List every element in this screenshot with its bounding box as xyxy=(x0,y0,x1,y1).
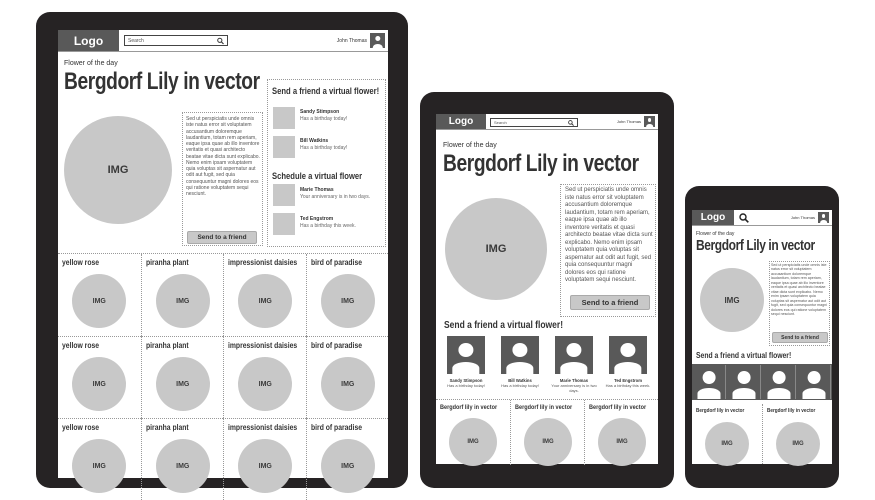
flower-card[interactable] xyxy=(692,404,762,464)
friend-name: Bill Watkins xyxy=(300,138,329,144)
friend-message: Has a birthday today! xyxy=(447,383,485,388)
send-virtual-heading: Send a friend a virtual flower! xyxy=(444,320,564,331)
flower-grid xyxy=(58,253,388,478)
flower-name: yellow rose xyxy=(62,423,100,432)
search-icon[interactable] xyxy=(739,213,749,223)
friend-message: Has a birthday this week. xyxy=(300,223,356,229)
flower-of-day-label: Flower of the day xyxy=(696,231,735,237)
friend-row xyxy=(692,364,832,400)
user-name: John Thomas xyxy=(336,37,367,44)
flower-row xyxy=(436,399,658,464)
phone-header xyxy=(692,210,832,226)
page-title: Bergdorf Lily in vector xyxy=(64,68,260,95)
tablet-device xyxy=(36,12,408,488)
tablet-screen xyxy=(58,30,388,478)
friend-thumb[interactable] xyxy=(273,213,295,235)
friend-card[interactable] xyxy=(548,336,600,396)
medium-header xyxy=(436,114,658,130)
friend-message: Has a birthday today! xyxy=(501,383,539,388)
search-icon[interactable] xyxy=(217,37,224,44)
phone-logo[interactable]: Logo xyxy=(692,210,734,225)
flower-card[interactable] xyxy=(58,336,141,418)
friend-card[interactable] xyxy=(440,336,492,396)
friend-message: Has a birthday today! xyxy=(300,116,348,122)
page-title: Bergdorf Lily in vector xyxy=(443,150,639,177)
friend-thumb[interactable] xyxy=(273,184,295,206)
schedule-heading: Schedule a virtual flower xyxy=(272,171,363,181)
friend-message: Your anniversary is in two days. xyxy=(300,194,371,200)
flower-name: piranha plant xyxy=(145,341,189,350)
tablet-search-input[interactable] xyxy=(124,35,228,46)
user-name: John Thomas xyxy=(616,119,641,124)
flower-image: IMG xyxy=(238,357,292,411)
friend-avatar-icon[interactable] xyxy=(763,365,796,399)
flower-image: IMG xyxy=(598,418,646,466)
flower-image: IMG xyxy=(156,274,210,328)
feature-image: IMG xyxy=(64,116,172,224)
friend-avatar-icon[interactable] xyxy=(728,365,761,399)
description-text: Sed ut perspiciatis unde omnis iste natus error sit voluptatem accusantium doloremque laudantium, totam rem aperiam, eaque ipsa quae ab illo inventore veritatis et quasi architecto beatae vitae dicta sunt explicabo. Nemo enim ipsam voluptatem quia voluptas sit aspernatur aut odit aut fugit, sed quia consequuntur magni dolores eos qui ratione voluptatem sequi nesciunt. xyxy=(565,187,653,283)
medium-tablet-screen xyxy=(436,114,658,464)
flower-card[interactable] xyxy=(306,254,389,336)
friend-name: Sandy Stimpson xyxy=(300,109,340,115)
flower-card[interactable] xyxy=(141,336,224,418)
phone-user[interactable] xyxy=(791,212,829,223)
medium-user[interactable] xyxy=(617,116,655,127)
send-virtual-heading: Send a friend a virtual flower! xyxy=(272,86,380,96)
flower-of-day-label: Flower of the day xyxy=(64,60,118,67)
flower-image: IMG xyxy=(524,418,572,466)
friend-avatar-icon[interactable] xyxy=(798,365,831,399)
flower-image: IMG xyxy=(321,439,375,493)
phone-device xyxy=(685,186,839,488)
flower-card[interactable] xyxy=(58,254,141,336)
friend-avatar-icon[interactable] xyxy=(693,365,726,399)
friend-name: Marie Thomas xyxy=(559,378,589,383)
friend-name: Ted Engstrom xyxy=(614,378,642,383)
flower-image: IMG xyxy=(72,357,126,411)
friend-message: Has a birthday today! xyxy=(300,145,348,151)
flower-name: Bergdorf lily in vector xyxy=(440,404,498,411)
flower-name: bird of paradise xyxy=(310,341,362,350)
description-text: Sed ut perspiciatis unde omnis iste natus error sit voluptatem accusantium doloremque laudantium, totam rem aperiam, eaque ipsa quae ab illo inventore veritatis et quasi architecto beatae vitae dicta sunt explicabo. Nemo enim ipsam voluptatem quia voluptas sit aspernatur aut odit aut fugit, sed quia consequuntur magni dolores eos qui ratione voluptatem sequi nesciunt. xyxy=(186,116,260,197)
feature-image: IMG xyxy=(700,268,764,332)
flower-image: IMG xyxy=(238,439,292,493)
flower-name: Bergdorf lily in vector xyxy=(696,408,745,414)
medium-search-input[interactable] xyxy=(490,118,578,127)
friend-thumb[interactable] xyxy=(273,136,295,158)
friend-avatar-icon xyxy=(501,336,539,374)
flower-card[interactable] xyxy=(306,418,389,500)
friend-thumb[interactable] xyxy=(273,107,295,129)
friend-avatar-icon xyxy=(555,336,593,374)
flower-card[interactable] xyxy=(584,400,658,465)
search-placeholder: Search xyxy=(128,37,144,44)
flower-name: Bergdorf lily in vector xyxy=(767,408,816,414)
flower-card[interactable] xyxy=(436,400,510,465)
flower-name: Bergdorf lily in vector xyxy=(515,404,573,411)
flower-image: IMG xyxy=(776,422,820,466)
tablet-header xyxy=(58,30,388,52)
search-icon[interactable] xyxy=(568,120,574,126)
flower-name: bird of paradise xyxy=(310,423,362,432)
medium-logo[interactable]: Logo xyxy=(436,114,486,129)
user-name: John Thomas xyxy=(790,215,815,220)
flower-image: IMG xyxy=(449,418,497,466)
avatar-icon xyxy=(370,33,385,48)
flower-row xyxy=(692,404,832,464)
flower-image: IMG xyxy=(321,357,375,411)
flower-name: impressionist daisies xyxy=(228,423,298,432)
send-to-friend-button[interactable]: Send to a friend xyxy=(570,295,650,310)
flower-image: IMG xyxy=(321,274,375,328)
friend-message: Your anniversary is in two days. xyxy=(551,383,597,393)
medium-tablet-device xyxy=(420,92,674,488)
flower-image: IMG xyxy=(156,439,210,493)
search-placeholder: Search xyxy=(494,120,507,125)
flower-name: impressionist daisies xyxy=(228,341,298,350)
flower-card[interactable] xyxy=(223,254,306,336)
flower-image: IMG xyxy=(72,439,126,493)
friend-name: Bill Watkins xyxy=(508,378,532,383)
flower-card[interactable] xyxy=(223,418,306,500)
friend-name: Sandy Stimpson xyxy=(449,378,483,383)
friend-name: Marie Thomas xyxy=(300,187,334,193)
avatar-icon xyxy=(644,116,655,127)
friend-row xyxy=(436,336,658,396)
flower-card[interactable] xyxy=(223,336,306,418)
flower-name: piranha plant xyxy=(145,423,189,432)
tablet-logo[interactable]: Logo xyxy=(58,30,119,51)
flower-card[interactable] xyxy=(306,336,389,418)
flower-image: IMG xyxy=(238,274,292,328)
tablet-user[interactable] xyxy=(337,33,385,48)
friend-avatar-icon xyxy=(609,336,647,374)
flower-card[interactable] xyxy=(141,418,224,500)
flower-name: yellow rose xyxy=(62,258,100,267)
flower-image: IMG xyxy=(156,357,210,411)
friend-card[interactable] xyxy=(494,336,546,396)
friend-message: Has a birthday this week. xyxy=(605,383,651,388)
flower-card[interactable] xyxy=(141,254,224,336)
flower-name: yellow rose xyxy=(62,341,100,350)
feature-image: IMG xyxy=(445,198,547,300)
flower-card[interactable] xyxy=(762,404,832,464)
friend-avatar-icon xyxy=(447,336,485,374)
flower-name: Bergdorf lily in vector xyxy=(589,404,647,411)
flower-name: bird of paradise xyxy=(310,258,362,267)
friend-name: Ted Engstrom xyxy=(300,216,334,222)
phone-screen xyxy=(692,210,832,464)
flower-card[interactable] xyxy=(510,400,584,465)
friend-card[interactable] xyxy=(602,336,654,396)
avatar-icon xyxy=(818,212,829,223)
send-to-friend-button[interactable]: Send to a friend xyxy=(187,231,257,244)
flower-card[interactable] xyxy=(58,418,141,500)
flower-image: IMG xyxy=(72,274,126,328)
flower-name: impressionist daisies xyxy=(228,258,298,267)
send-virtual-heading: Send a friend a virtual flower! xyxy=(696,351,792,360)
flower-of-day-label: Flower of the day xyxy=(443,142,497,149)
flower-name: piranha plant xyxy=(145,258,189,267)
flower-image: IMG xyxy=(705,422,749,466)
page-title: Bergdorf Lily in vector xyxy=(696,237,815,254)
description-text: Sed ut perspiciatis unde omnis iste natus error sit voluptatem accusantium doloremque laudantium, totam rem aperiam, eaque ipsa quae ab illo inventore veritatis et quasi architecto beatae vitae dicta sunt explicabo. Nemo enim ipsam voluptatem quia voluptas sit aspernatur aut odit aut fugit, sed quia consequuntur magni dolores eos qui ratione voluptatem sequi nesciunt. xyxy=(771,263,827,317)
send-to-friend-button[interactable]: Send to a friend xyxy=(772,332,828,343)
